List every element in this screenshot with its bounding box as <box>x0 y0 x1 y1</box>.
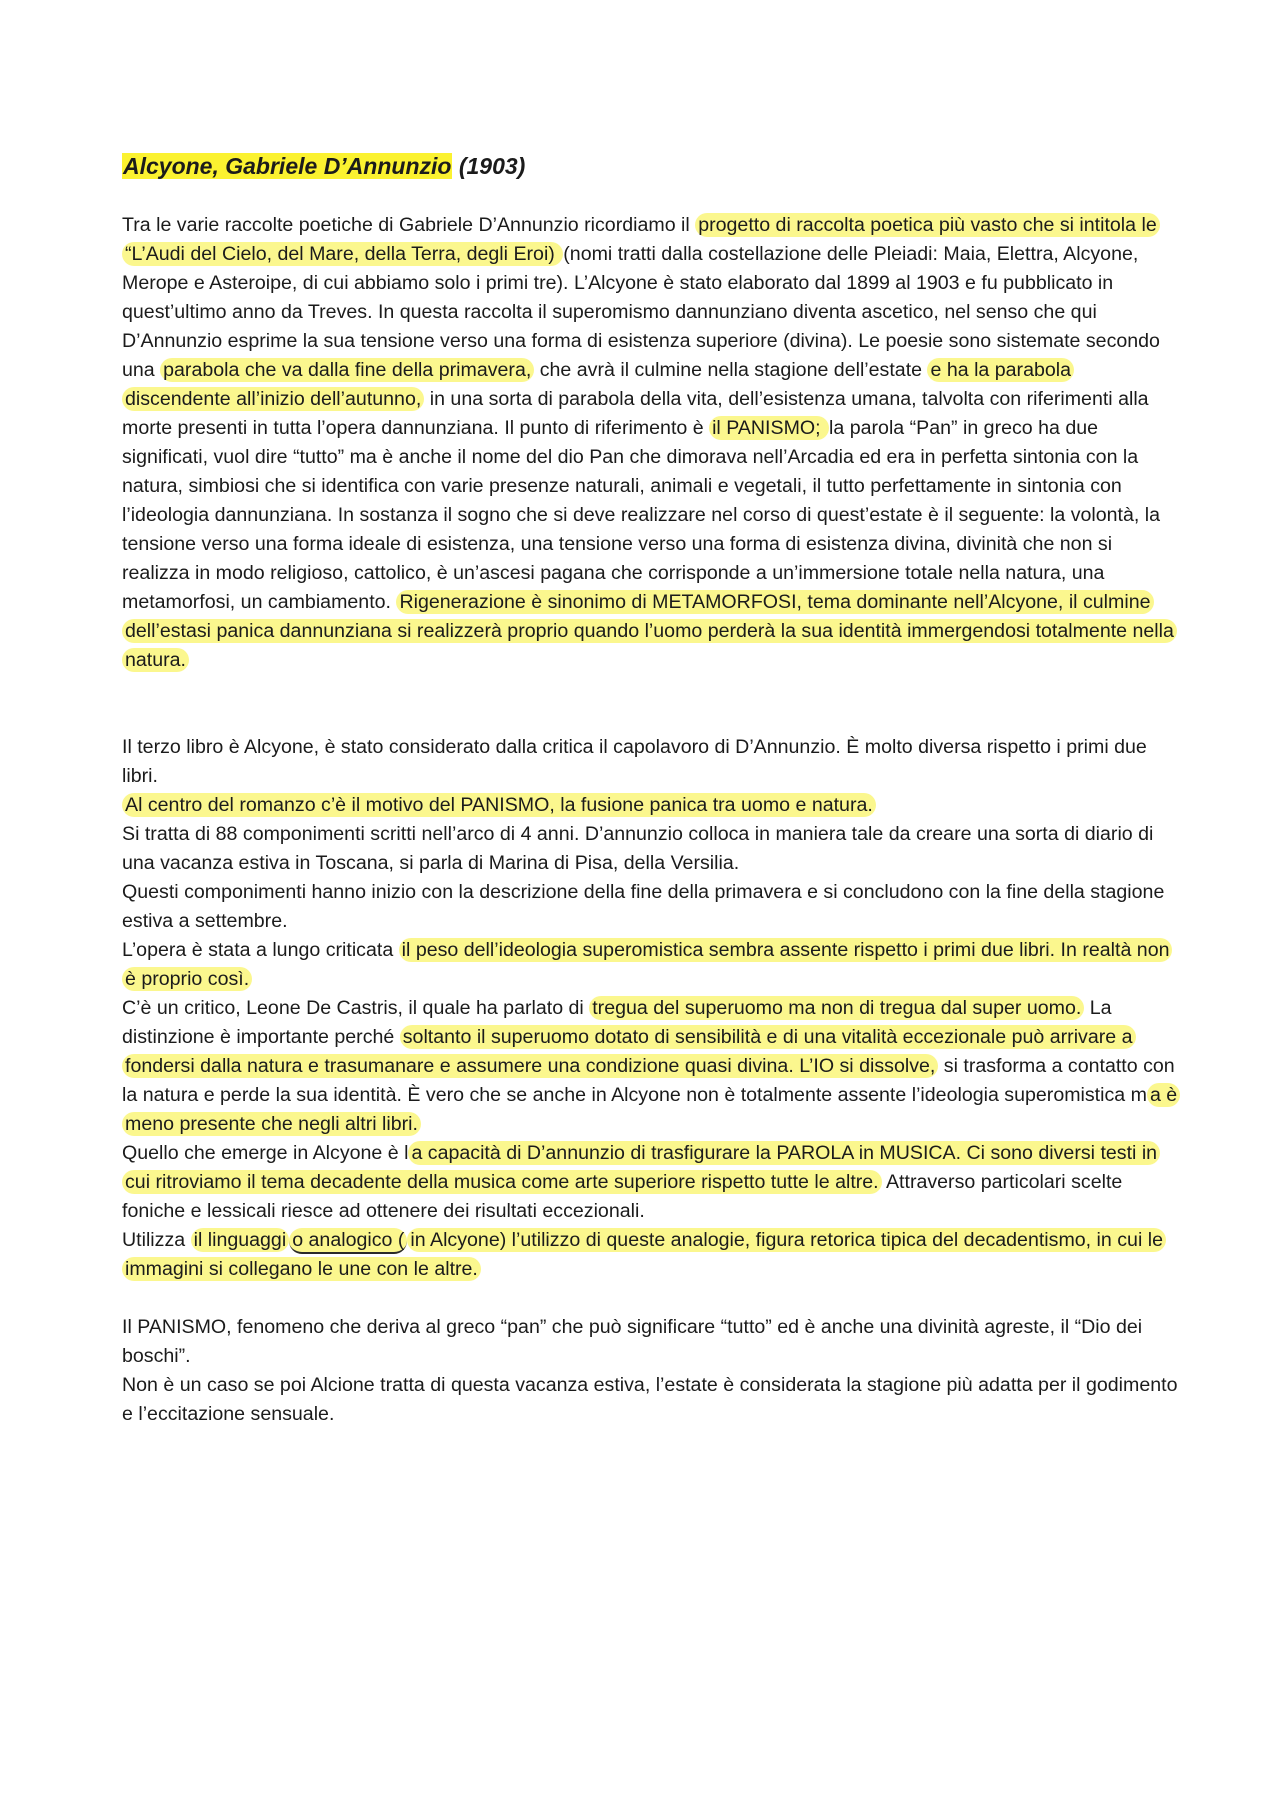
highlighted-text: soltanto il superuomo dotato di sensibilità e di una vitalità eccezionale può arrivare a fondersi dalla natura e trasumanare e assumere una condizione quasi divina. L’IO si dissolve, <box>122 1025 1136 1078</box>
highlighted-text: e ha la parabola discendente all’inizio dell’autunno, <box>122 358 1074 411</box>
text-run: Tra le varie raccolte poetiche di Gabriele D’Annunzio ricordiamo il <box>122 214 696 236</box>
title-year: (1903) <box>452 153 526 179</box>
highlighted-text: il peso dell’ideologia superomistica sembra assente rispetto i primi due libri. In realtà non è proprio così. <box>122 938 1172 991</box>
highlighted-text: tregua del superuomo ma non di tregua dal super uomo. <box>589 996 1084 1020</box>
paragraph <box>122 1139 1182 1226</box>
paragraph <box>122 211 1182 675</box>
text-run: Quello che emerge in Alcyone è l <box>122 1142 409 1164</box>
section-panismo <box>122 1313 1182 1429</box>
highlighted-text: in Alcyone) l’utilizzo di queste analogie, figura retorica tipica del decadentismo, in cui le immagini si collegano le une con le altre. <box>122 1228 1166 1281</box>
text-run: si trasforma a contatto con la natura e perde la sua identità. È vero che se anche in Alcyone non è totalmente assente l’ideologia superomistica m <box>122 1055 1175 1106</box>
text-run: la parola “Pan” in greco ha due significati, vuol dire “tutto” ma è anche il nome del dio Pan che dimorava nell’Arcadia ed era in perfetta sintonia con la natura, simbiosi che si identifica con varie presenze naturali, animali e vegetali, il tutto perfettamente in sintonia con l’ideologia dannunziana. In sostanza il sogno che si deve realizzare nel corso di quest’estate è il seguente: la volontà, la tensione verso una forma ideale di esistenza, una tensione verso una forma di esistenza divina, divinità che non si realizza in modo religioso, cattolico, è un’ascesi pagana che corrisponde a un’immersione totale nella natura, una metamorfosi, un cambiamento. <box>122 417 1161 613</box>
paragraph <box>122 936 1182 994</box>
text-run: (nomi tratti dalla costellazione delle Pleiadi: Maia, Elettra, Alcyone, Merope e Asteroipe, di cui abbiamo solo i primi tre). L’Alcyone è stato elaborato dal 1899 al 1903 e fu pubblicato in quest’ultimo anno da Treves. In questa raccolta il superomismo dannunziano diventa ascetico, nel senso che qui D’Annunzio esprime la sua tensione verso una forma di esistenza superiore (divina). Le poesie sono sistemate secondo una <box>122 243 1160 381</box>
text-run: Utilizza <box>122 1229 191 1251</box>
paragraph: Non è un caso se poi Alcione tratta di questa vacanza estiva, l’estate è considerata la stagione più adatta per il godimento e l’eccitazione sensuale. <box>122 1374 1178 1425</box>
text-run: Attraverso particolari scelte foniche e lessicali riesce ad ottenere dei risultati eccezionali. <box>122 1171 1123 1222</box>
paragraph <box>122 994 1182 1139</box>
text-run: La distinzione è importante perché <box>122 997 1112 1048</box>
title-highlight: Alcyone, Gabriele D’Annunzio <box>123 153 452 179</box>
spacer <box>122 675 1182 733</box>
paragraph <box>122 878 1182 936</box>
document-title <box>122 150 1182 182</box>
paragraph <box>122 791 1182 820</box>
spacer <box>122 1284 1182 1313</box>
highlighted-text: il PANISMO; <box>709 416 829 440</box>
text-run: L’opera è stata a lungo criticata <box>122 939 399 961</box>
highlighted-text: a è meno presente che negli altri libri. <box>122 1083 1180 1136</box>
highlighted-text: progetto di raccolta poetica più vasto che si intitola le “L’Audi del Cielo, del Mare, della Terra, degli Eroi) <box>122 213 1160 266</box>
text-run: C’è un critico, Leone De Castris, il quale ha parlato di <box>122 997 590 1019</box>
paragraph <box>122 733 1182 791</box>
text-run: Si tratta di 88 componimenti scritti nell’arco di 4 anni. D’annunzio colloca in maniera tale da creare una sorta di diario di una vacanza estiva in Toscana, si parla di Marina di Pisa, della Versilia. <box>122 823 1154 874</box>
paragraph: Il PANISMO, fenomeno che deriva al greco “pan” che può significare “tutto” ed è anche una divinità agreste, il “Dio dei boschi”. <box>122 1316 1143 1367</box>
text-run: Il terzo libro è Alcyone, è stato considerato dalla critica il capolavoro di D’Annunzio. È molto diversa rispetto i primi due libri. <box>122 736 1147 787</box>
highlighted-text: parabola che va dalla fine della primavera, <box>160 358 534 382</box>
document-page <box>122 150 1182 1429</box>
text-run: in una sorta di parabola della vita, dell’esistenza umana, talvolta con riferimenti alla morte presenti in tutta l’opera dannunziana. Il punto di riferimento è <box>122 388 1149 439</box>
section-analysis <box>122 733 1182 1284</box>
highlighted-text: o analogico ( <box>289 1228 407 1254</box>
paragraph <box>122 820 1182 878</box>
highlighted-text: Al centro del romanzo c’è il motivo del PANISMO, la fusione panica tra uomo e natura. <box>122 793 876 817</box>
highlighted-text: a capacità di D’annunzio di trasfigurare la PAROLA in MUSICA. Ci sono diversi testi in cui ritroviamo il tema decadente della musica come arte superiore rispetto tutte le altre. <box>122 1141 1160 1194</box>
highlighted-text: il linguaggi <box>191 1228 290 1252</box>
text-run: che avrà il culmine nella stagione dell’estate <box>534 359 928 381</box>
section-intro <box>122 211 1182 675</box>
highlighted-text: Rigenerazione è sinonimo di METAMORFOSI, tema dominante nell’Alcyone, il culmine dell’estasi panica dannunziana si realizzerà proprio quando l’uomo perderà la sua identità immergendosi totalmente nella natura. <box>122 590 1177 672</box>
paragraph <box>122 1226 1182 1284</box>
text-run: Questi componimenti hanno inizio con la descrizione della fine della primavera e si concludono con la fine della stagione estiva a settembre. <box>122 881 1165 932</box>
